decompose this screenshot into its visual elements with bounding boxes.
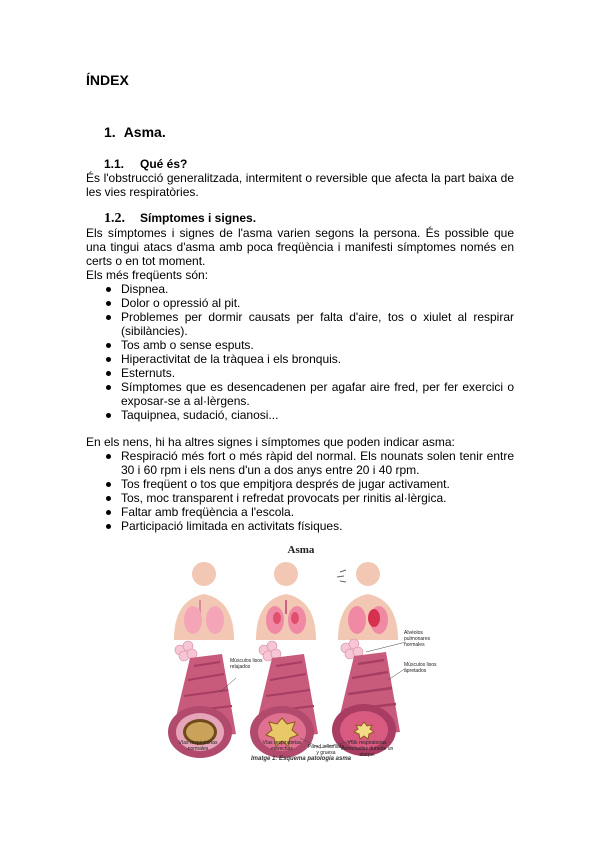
children-symptoms-list (104, 449, 514, 533)
label-muscle-relaxed: Músculos lisos relajados (230, 658, 263, 670)
list-item: Símptomes que es desencadenen per agafar aire fred, per fer exercici o exposar-se a al·lèrgens. (104, 380, 514, 408)
section-1-number: 1. (104, 124, 116, 140)
list-item: Faltar amb freqüència a l'escola. (104, 505, 514, 519)
torso-attack (337, 562, 398, 640)
children-lead: En els nens, hi ha altres signes i símptomes que poden indicar asma: (86, 435, 455, 449)
section-1-1-title: Qué és? (140, 157, 188, 171)
figure-caption: Imatge 1: Esquema patologia asma (250, 756, 352, 762)
asthma-figure (160, 544, 442, 774)
asthma-illustration (160, 556, 442, 768)
section-1-2-intro: Els símptomes i signes de l'asma varien segons la persona. És possible que una tingui atacs d'asma amb poca freqüència i manifesti símptomes només en certs o en tot moment. (86, 226, 514, 268)
section-1-title: Asma. (123, 124, 166, 140)
figure-title: Asma (287, 544, 315, 556)
section-1-1-number: 1.1. (104, 157, 125, 171)
list-item: Dolor o opressió al pit. (104, 296, 514, 310)
index-title: ÍNDEX (86, 72, 129, 88)
list-item: Taquipnea, sudació, cianosi... (104, 408, 514, 422)
list-item: Hiperactivitat de la tràquea i els bronquis. (104, 352, 514, 366)
label-alveoli: Alvéolos pulmonares normales (404, 630, 431, 648)
label-inflamed-wall: Pared inflamada y gruesa (307, 744, 345, 756)
section-1-heading (104, 124, 166, 140)
section-1-1-text: És l'obstrucció generalitzada, intermitent o reversible que afecta la part baixa de les vies respiratòries. (86, 171, 514, 199)
list-item: Tos, moc transparent i refredat provocats per rinitis al·lèrgica. (104, 491, 514, 505)
list-item: Dispnea. (104, 282, 514, 296)
symptoms-list (104, 282, 514, 422)
list-item: Participació limitada en activitats físiques. (104, 519, 514, 533)
label-narrow-airways: Vías respiratorias estrechas (262, 740, 302, 752)
label-muscle-tight: Músculos lisos apretados (404, 662, 437, 674)
label-normal-airways: Vías respiratorias normales (178, 740, 218, 752)
section-1-2-title: Símptomes i signes. (140, 211, 257, 225)
section-1-2-number: 1.2. (104, 211, 125, 226)
label-attack-airways: Vías respiratorias estrechadas durante un ataque (340, 740, 394, 758)
list-item: Respiració més fort o més ràpid del normal. Els nounats solen tenir entre 30 i 60 rpm i els nens d'un a dos anys entre 20 i 40 rpm. (104, 449, 514, 477)
section-1-1-heading (104, 157, 187, 171)
list-item: Esternuts. (104, 366, 514, 380)
list-item: Tos freqüent o tos que empitjora després de jugar activament. (104, 477, 514, 491)
torso-asthma (256, 562, 316, 640)
section-1-2-lead: Els més freqüents són: (86, 268, 209, 282)
torso-normal (174, 562, 234, 640)
list-item: Tos amb o sense esputs. (104, 338, 514, 352)
list-item: Problemes per dormir causats per falta d'aire, tos o xiulet al respirar (sibilàncies). (104, 310, 514, 338)
section-1-2-heading (104, 211, 256, 227)
